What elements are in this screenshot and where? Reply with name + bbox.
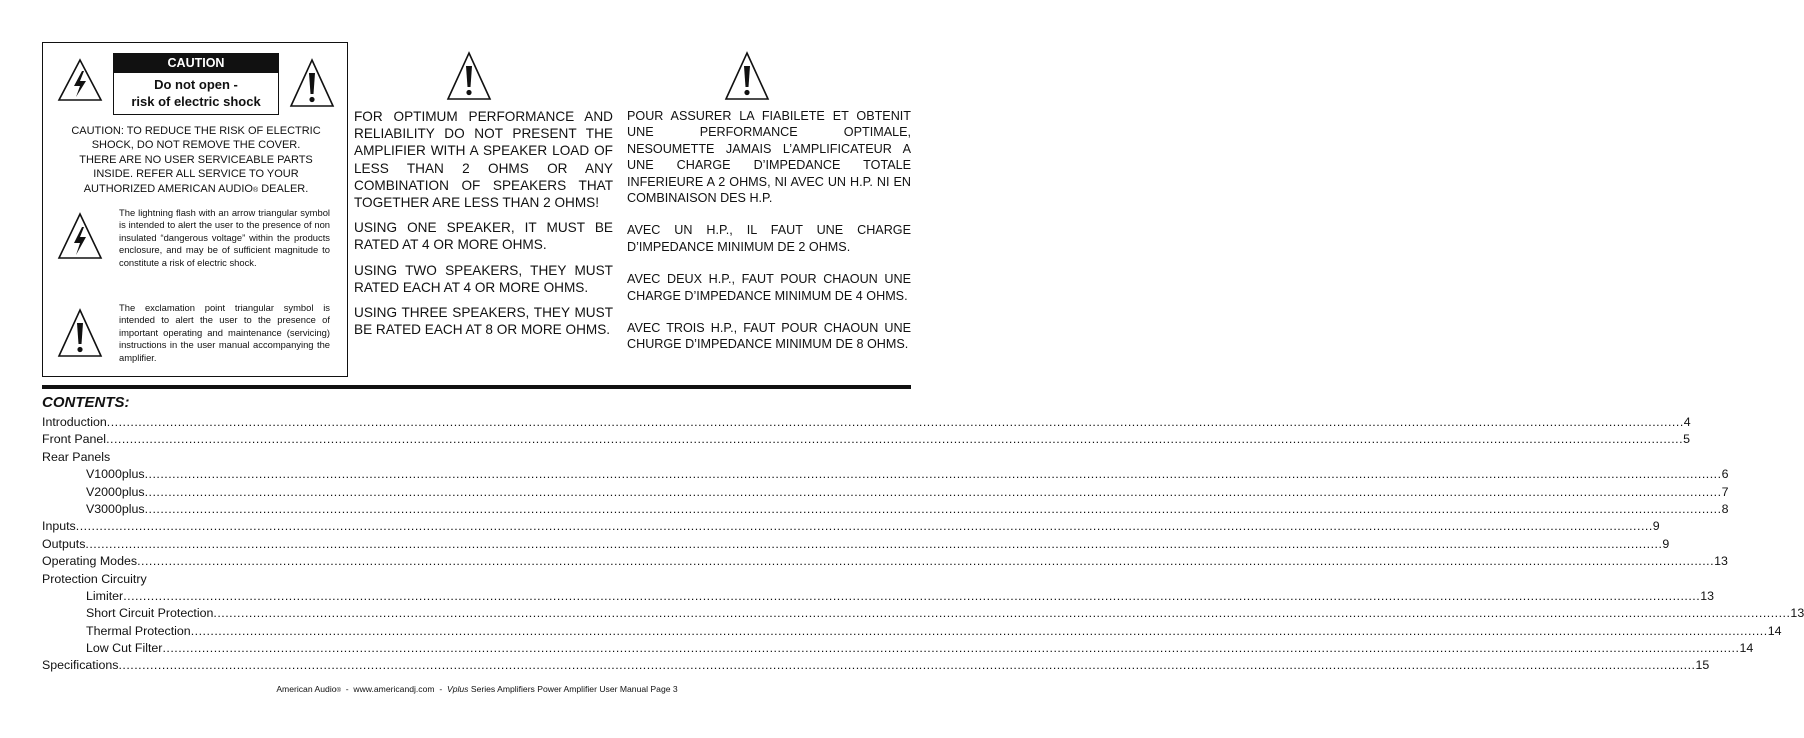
toc-entry[interactable] bbox=[42, 553, 1728, 570]
toc-entry-page: 8 bbox=[1721, 501, 1729, 516]
toc-entry-page: 15 bbox=[1695, 658, 1710, 673]
toc-entry[interactable] bbox=[42, 431, 1690, 448]
toc-entry[interactable] bbox=[42, 571, 911, 588]
toc-entry-label: Thermal Protection bbox=[86, 623, 191, 638]
footer-separator: - bbox=[434, 684, 447, 694]
toc-entry[interactable] bbox=[42, 640, 1754, 657]
toc-leader-dots: ................................................................................................................................................................................................................................................................................................................................................................................................................ bbox=[144, 467, 1722, 482]
exclamation-symbol-description: The exclamation point triangular symbol is intended to alert the user to the presence of important operating and maintenance (servicing) instructions in the user manual accompanying the amplifier. bbox=[119, 302, 330, 363]
english-warning-icon bbox=[446, 50, 492, 102]
french-warnings bbox=[627, 108, 911, 369]
lightning-warning-icon bbox=[57, 57, 103, 103]
toc-leader-dots: ................................................................................................................................................................................................................................................................................................................................................................................................................ bbox=[190, 623, 1768, 638]
caution-label-header: CAUTION bbox=[114, 54, 278, 73]
toc-entry-page: 13 bbox=[1714, 554, 1728, 569]
toc-entry[interactable] bbox=[42, 588, 1714, 605]
section-divider bbox=[42, 385, 911, 389]
caution-line: CAUTION: TO REDUCE THE RISK OF ELECTRIC bbox=[71, 125, 321, 137]
toc-entry-label: V3000plus bbox=[86, 501, 145, 516]
toc-leader-dots: ................................................................................................................................................................................................................................................................................................................................................................................................................ bbox=[85, 536, 1663, 551]
french-warning-paragraph: POUR ASSURER LA FIABILETE ET OBTENIT UNE PERFORMANCE OPTIMALE, NESOUMETTE JAMAIS L’AMPLIFICATEUR A UNE CHARGE D’IMPEDANCE TOTALE INFERIEURE A 2 OHMS, NI AVEC UN H.P. NI EN COMBINAISON DES H.P. bbox=[627, 109, 911, 206]
footer-url[interactable]: www.americandj.com bbox=[353, 684, 435, 694]
toc-entry-label: Inputs bbox=[42, 519, 76, 534]
toc-entry-page: 13 bbox=[1700, 588, 1714, 603]
toc-leader-dots: ................................................................................................................................................................................................................................................................................................................................................................................................................ bbox=[123, 588, 1701, 603]
english-warning-paragraph: FOR OPTIMUM PERFORMANCE AND RELIABILITY DO NOT PRESENT THE AMPLIFIER WITH A SPEAKER LOAD OF LESS THAN 2 OHMS OR ANY COMBINATION OF SPEAKERS THAT TOGETHER ARE LESS THAN 2 OHMS! bbox=[354, 109, 613, 211]
toc-entry-page: 13 bbox=[1790, 606, 1804, 621]
toc-entry-label: Short Circuit Protection bbox=[86, 606, 214, 621]
english-warning-paragraph: USING ONE SPEAKER, IT MUST BE RATED AT 4 OR MORE OHMS. bbox=[354, 220, 613, 253]
toc-leader-dots: ................................................................................................................................................................................................................................................................................................................................................................................................................ bbox=[106, 432, 1684, 447]
toc-entry-label: Limiter bbox=[86, 588, 124, 603]
toc-entry-label: Introduction bbox=[42, 415, 107, 429]
footer-registered-mark: ® bbox=[336, 688, 341, 694]
caution-text bbox=[57, 124, 335, 198]
registered-mark: ® bbox=[252, 186, 259, 194]
toc-entry-page: 6 bbox=[1721, 467, 1729, 482]
dealer-word: DEALER. bbox=[258, 182, 309, 195]
english-warning-paragraph: USING THREE SPEAKERS, THEY MUST BE RATED EACH AT 8 OR MORE OHMS. bbox=[354, 305, 613, 338]
caution-label bbox=[113, 53, 279, 115]
footer-title: Series Amplifiers Power Amplifier User Manual Page 3 bbox=[468, 684, 678, 694]
caution-line: SHOCK, DO NOT REMOVE THE COVER. bbox=[91, 139, 301, 152]
toc-leader-dots: ................................................................................................................................................................................................................................................................................................................................................................................................................ bbox=[213, 606, 1791, 621]
french-warning-paragraph: AVEC TROIS H.P., FAUT POUR CHAOUN UNE CHURGE D’IMPEDANCE MINIMUM DE 8 OHMS. bbox=[627, 321, 911, 352]
toc-entry-label: Specifications bbox=[42, 658, 119, 673]
footer-brand: American Audio bbox=[276, 684, 337, 694]
lightning-symbol-icon bbox=[57, 211, 103, 261]
toc-entry-label: Protection Circuitry bbox=[42, 571, 147, 586]
dealer-brand: AUTHORIZED AMERICAN AUDIO bbox=[83, 182, 253, 195]
footer-separator: - bbox=[340, 684, 354, 694]
toc-entry-page: 7 bbox=[1721, 484, 1729, 499]
page-footer bbox=[0, 684, 954, 694]
toc-entry-label: V1000plus bbox=[86, 467, 145, 482]
caution-line: INSIDE. REFER ALL SERVICE TO YOUR bbox=[93, 168, 299, 181]
toc-leader-dots: ................................................................................................................................................................................................................................................................................................................................................................................................................ bbox=[144, 501, 1722, 516]
toc-entry-page: 4 bbox=[1683, 415, 1691, 429]
toc-leader-dots: ................................................................................................................................................................................................................................................................................................................................................................................................................ bbox=[75, 519, 1653, 534]
lightning-symbol-description: The lightning flash with an arrow triangular symbol is intended to alert the user to the presence of non insulated “dangerous voltage” within the products enclosure, and may be of sufficient magnitude to constitute a risk of electric shock. bbox=[119, 207, 330, 268]
exclamation-symbol-icon bbox=[57, 307, 103, 359]
toc-entry[interactable] bbox=[42, 605, 1804, 622]
toc-entry[interactable] bbox=[42, 414, 1691, 431]
toc-leader-dots: ................................................................................................................................................................................................................................................................................................................................................................................................................ bbox=[162, 641, 1740, 656]
french-warning-icon bbox=[724, 50, 770, 102]
toc-entry-page: 9 bbox=[1662, 536, 1670, 551]
toc-entry-page: 5 bbox=[1683, 432, 1690, 447]
toc-entry-page: 14 bbox=[1739, 641, 1754, 656]
toc-leader-dots: ................................................................................................................................................................................................................................................................................................................................................................................................................ bbox=[137, 554, 1715, 569]
toc-entry[interactable] bbox=[42, 657, 1710, 674]
toc-leader-dots: ................................................................................................................................................................................................................................................................................................................................................................................................................ bbox=[118, 658, 1696, 673]
toc-entry-label: V2000plus bbox=[86, 484, 145, 499]
toc-entry[interactable] bbox=[42, 449, 911, 466]
toc-entry-label: Rear Panels bbox=[42, 449, 111, 464]
toc-leader-dots: ................................................................................................................................................................................................................................................................................................................................................................................................................ bbox=[106, 415, 1684, 429]
caution-box bbox=[42, 42, 348, 377]
french-warning-paragraph: AVEC UN H.P., IL FAUT UNE CHARGE D’IMPEDANCE MINIMUM DE 2 OHMS. bbox=[627, 223, 911, 254]
table-of-contents bbox=[42, 414, 1804, 675]
footer-series: Vplus bbox=[446, 684, 469, 694]
english-warnings bbox=[354, 108, 613, 346]
english-warning-paragraph: USING TWO SPEAKERS, THEY MUST RATED EACH AT 4 OR MORE OHMS. bbox=[354, 262, 613, 295]
caution-line bbox=[57, 182, 335, 198]
toc-entry-page: 9 bbox=[1652, 519, 1660, 534]
toc-entry-label: Low Cut Filter bbox=[86, 641, 163, 656]
contents-title: CONTENTS: bbox=[42, 394, 130, 411]
caution-line: THERE ARE NO USER SERVICEABLE PARTS bbox=[79, 153, 313, 166]
caution-label-line1: Do not open - bbox=[154, 77, 238, 92]
toc-leader-dots: ................................................................................................................................................................................................................................................................................................................................................................................................................ bbox=[144, 484, 1722, 499]
caution-label-line2: risk of electric shock bbox=[131, 94, 261, 109]
french-warning-paragraph: AVEC DEUX H.P., FAUT POUR CHAOUN UNE CHARGE D’IMPEDANCE MINIMUM DE 4 OHMS. bbox=[627, 272, 911, 303]
toc-entry[interactable] bbox=[42, 501, 1729, 518]
toc-entry[interactable] bbox=[42, 466, 1729, 483]
exclamation-warning-icon bbox=[289, 57, 335, 109]
toc-entry-label: Operating Modes bbox=[42, 554, 138, 569]
toc-entry[interactable] bbox=[42, 484, 1729, 501]
toc-entry[interactable] bbox=[42, 623, 1782, 640]
toc-entry-page: 14 bbox=[1767, 623, 1782, 638]
toc-entry-label: Front Panel bbox=[42, 432, 107, 447]
toc-entry[interactable] bbox=[42, 536, 1670, 553]
toc-entry-label: Outputs bbox=[42, 536, 86, 551]
toc-entry[interactable] bbox=[42, 518, 1660, 535]
